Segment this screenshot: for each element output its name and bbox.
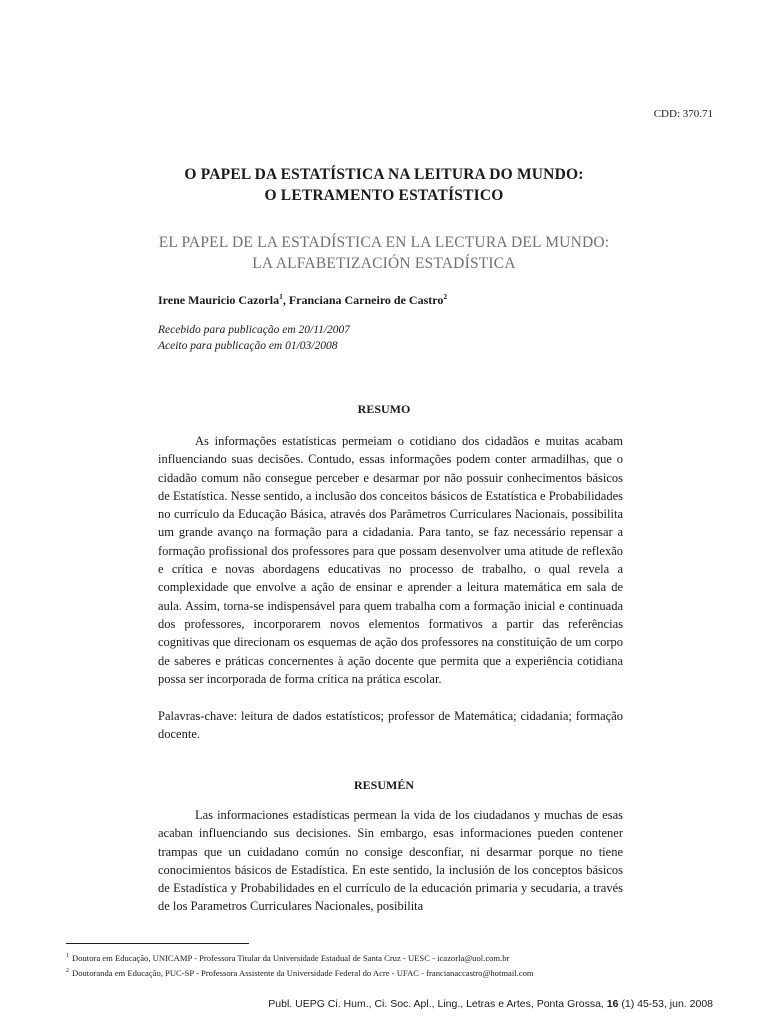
author-separator: , — [282, 293, 289, 307]
keywords-text: Palavras-chave: leitura de dados estatísticos; professor de Matemática; cidadania; formação docente. — [158, 709, 623, 742]
journal-citation — [268, 998, 713, 1010]
title-es-line-1: EL PAPEL DE LA ESTADÍSTICA EN LA LECTURA DEL MUNDO: — [158, 234, 610, 251]
journal-volume: 16 — [606, 998, 619, 1010]
title-pt-line-2: O LETRAMENTO ESTATÍSTICO — [264, 187, 504, 204]
footnote-1-number: 1 — [66, 953, 69, 959]
publication-dates — [158, 323, 350, 354]
resumen-body — [158, 806, 623, 916]
author-1: Irene Mauricio Cazorla — [158, 293, 280, 307]
resumen-heading: RESUMÉN — [353, 778, 414, 792]
footnote-2-text: Doutoranda em Educação, PUC-SP - Professora Assistente da Universidade Federal do Acre - UFAC - francianaccastro@hotmail.com — [72, 967, 534, 978]
author-2-footnote-marker: 2 — [443, 292, 448, 301]
footnote-2-number: 2 — [66, 967, 69, 974]
resumo-text: As informações estatísticas permeiam o cotidiano dos cidadãos e muitas acabam influenciando suas decisões. Contudo, essas informações podem conter armadilhas, que o cidadão comum não consegue perceber e desarmar por não possuir conhecimentos básicos de Estatística. Nesse sentido, a inclusão dos conceitos básicos de Estatística e Probabilidades no currículo da Educação Básica, através dos Parâmetros Curriculares Nacionais, possibilita um grande avanço na formação para a cidadania. Para tanto, se faz necessário repensar a formação profissional dos professores para que possam desenvolver uma atitude de reflexão e crítica e novas abordagens educativas no processo de trabalho, o qual revela a complexidade que envolve a ação de ensinar e aprender a leitura matemática em sala de aula. Assim, torna-se indispensável para quem trabalha com a formação inicial e continuada dos professores, incorporarem novos elementos formativos a partir das referências cognitivas que direcionam os esquemas de ação dos professores na constituição de um corpo de saberes e práticas concernentes à ação docente que permita que a experiência cotidiana possa ser incorporada de forma crítica na prática escolar. — [158, 434, 623, 686]
journal-suffix: (1) 45-53, jun. 2008 — [618, 998, 713, 1010]
keywords — [158, 707, 623, 744]
resumo-body — [158, 432, 623, 688]
footnotes — [66, 950, 534, 980]
title-pt-line-1: O PAPEL DA ESTATÍSTICA NA LEITURA DO MUNDO: — [184, 166, 584, 183]
footnote-1 — [66, 950, 534, 965]
title-portuguese — [0, 164, 768, 206]
author-1-footnote-marker: 1 — [279, 292, 283, 301]
accepted-date: Aceito para publicação em 01/03/2008 — [158, 339, 338, 352]
resumo-heading: RESUMO — [357, 402, 411, 416]
author-2: Franciana Carneiro de Castro — [288, 293, 444, 307]
authors — [158, 292, 447, 308]
cdd-code: CDD: 370.71 — [653, 108, 713, 120]
title-spanish — [0, 232, 768, 274]
resumen-text: Las informaciones estadísticas permean la vida de los ciudadanos y muchas de esas acaban influenciando sus decisiones. Sin embargo, esas informaciones pueden contener trampas que un cuidadano común no consige desconfiar, ni desarmar porque no tiene conocimientos básicos de Estadística. En este sentido, la inclusión de los conceptos básicos de Estadística y Probabilidades en el currículo de la educación primaria y secudaria, a través de los Parametros Curriculares Nacionales, posibilita — [158, 808, 623, 914]
footnote-2 — [66, 965, 534, 980]
journal-prefix: Publ. UEPG Ci. Hum., Ci. Soc. Apl., Ling., Letras e Artes, Ponta Grossa, — [268, 998, 607, 1010]
received-date: Recebido para publicação em 20/11/2007 — [158, 324, 351, 336]
footnote-1-text: Doutora em Educação, UNICAMP - Professora Titular da Universidade Estadual de Santa Cruz - UESC - icazorla@uol.com.br — [72, 952, 510, 963]
title-es-line-2: LA ALFABETIZACIÓN ESTADÍSTICA — [252, 255, 516, 272]
footnote-divider — [66, 943, 249, 944]
